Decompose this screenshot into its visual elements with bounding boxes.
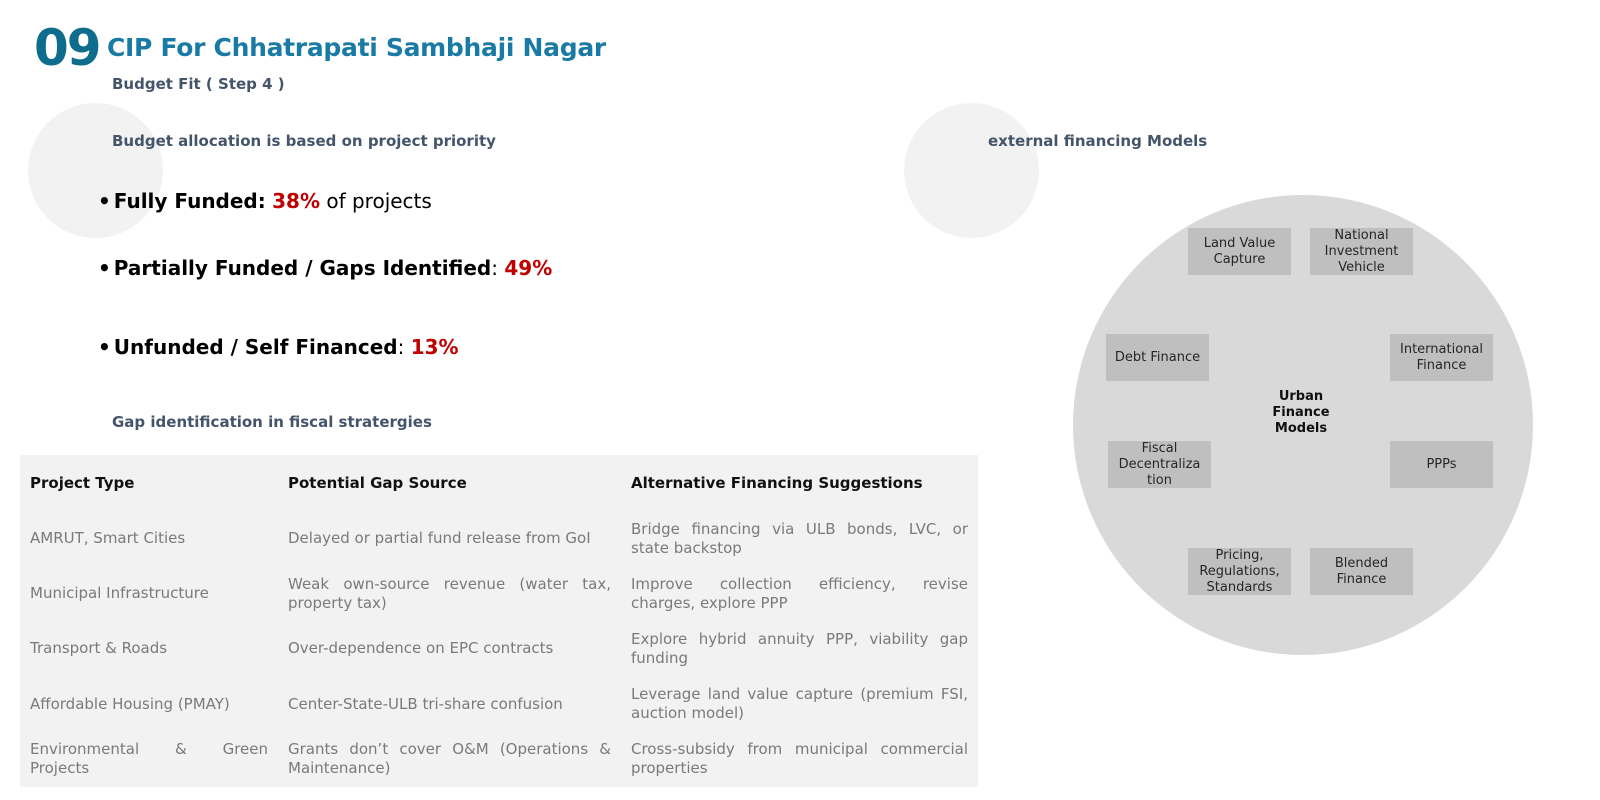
bullet-label: Unfunded / Self Financed — [113, 335, 398, 359]
model-box-ppps: PPPs — [1390, 441, 1493, 488]
table-cell: Over-dependence on EPC contracts — [288, 639, 554, 658]
urban-finance-center-label: Urban Finance Models — [1272, 389, 1330, 436]
bullet-label: Partially Funded / Gaps Identified — [113, 256, 492, 280]
table-cell: Grants don’t cover O&M (Operations & Maintenance) — [288, 740, 611, 778]
bullet-separator: : — [397, 335, 405, 359]
column-header-financing-suggestions: Alternative Financing Suggestions — [631, 474, 923, 492]
column-header-project-type: Project Type — [30, 474, 135, 492]
table-cell: AMRUT, Smart Cities — [30, 529, 186, 548]
model-box-national-investment-vehicle: National Investment Vehicle — [1310, 228, 1413, 275]
bullet-partially-funded — [98, 254, 552, 282]
decorative-circle-right — [904, 103, 1039, 238]
table-row — [20, 511, 978, 566]
table-cell: Transport & Roads — [30, 639, 168, 658]
table-row — [20, 732, 978, 787]
page-title: CIP For Chhatrapati Sambhaji Nagar — [107, 33, 606, 62]
table-cell: Weak own-source revenue (water tax, property tax) — [288, 574, 611, 612]
bullet-suffix: of projects — [326, 189, 432, 213]
bullet-unfunded — [98, 333, 459, 361]
model-box-land-value-capture: Land Value Capture — [1188, 228, 1291, 275]
table-header-row — [20, 455, 978, 511]
model-box-blended-finance: Blended Finance — [1310, 548, 1413, 595]
model-box-debt-finance: Debt Finance — [1106, 334, 1209, 381]
column-header-gap-source: Potential Gap Source — [288, 474, 467, 492]
allocation-heading: Budget allocation is based on project priority — [112, 132, 496, 150]
gap-identification-table — [20, 455, 978, 787]
model-box-pricing-regulations-standards: Pricing, Regulations, Standards — [1188, 548, 1291, 595]
bullet-fully-funded — [98, 187, 432, 215]
table-cell: Affordable Housing (PMAY) — [30, 694, 230, 713]
table-cell: Cross-subsidy from municipal commercial properties — [631, 740, 968, 778]
table-cell: Municipal Infrastructure — [30, 584, 209, 603]
table-cell: Leverage land value capture (premium FSI, auction model) — [631, 685, 968, 723]
bullet-separator: : — [491, 256, 498, 280]
table-cell: Environmental & Green Projects — [30, 740, 268, 778]
table-cell: Delayed or partial fund release from GoI — [288, 529, 591, 548]
table-cell: Improve collection efficiency, revise charges, explore PPP — [631, 574, 968, 612]
bullet-dot: • — [98, 335, 111, 359]
decorative-circle-left — [28, 103, 163, 238]
bullet-percent: 38% — [272, 189, 320, 213]
bullet-label: Fully Funded: — [113, 189, 266, 213]
gap-table-heading: Gap identification in fiscal stratergies — [112, 413, 432, 431]
table-cell: Center-State-ULB tri-share confusion — [288, 694, 563, 713]
bullet-percent: 49% — [504, 256, 553, 280]
table-row — [20, 566, 978, 621]
bullet-dot: • — [98, 256, 111, 280]
model-box-international-finance: International Finance — [1390, 334, 1493, 381]
table-row — [20, 677, 978, 732]
external-models-heading: external financing Models — [988, 132, 1208, 150]
page-subtitle: Budget Fit ( Step 4 ) — [112, 75, 285, 93]
table-row — [20, 621, 978, 676]
bullet-dot: • — [98, 189, 111, 213]
bullet-percent: 13% — [410, 335, 459, 359]
slide-number: 09 — [34, 19, 100, 77]
model-box-fiscal-decentralization: Fiscal Decentraliza tion — [1108, 441, 1211, 488]
table-cell: Bridge financing via ULB bonds, LVC, or state backstop — [631, 519, 968, 557]
table-cell: Explore hybrid annuity PPP, viability gap funding — [631, 629, 968, 667]
